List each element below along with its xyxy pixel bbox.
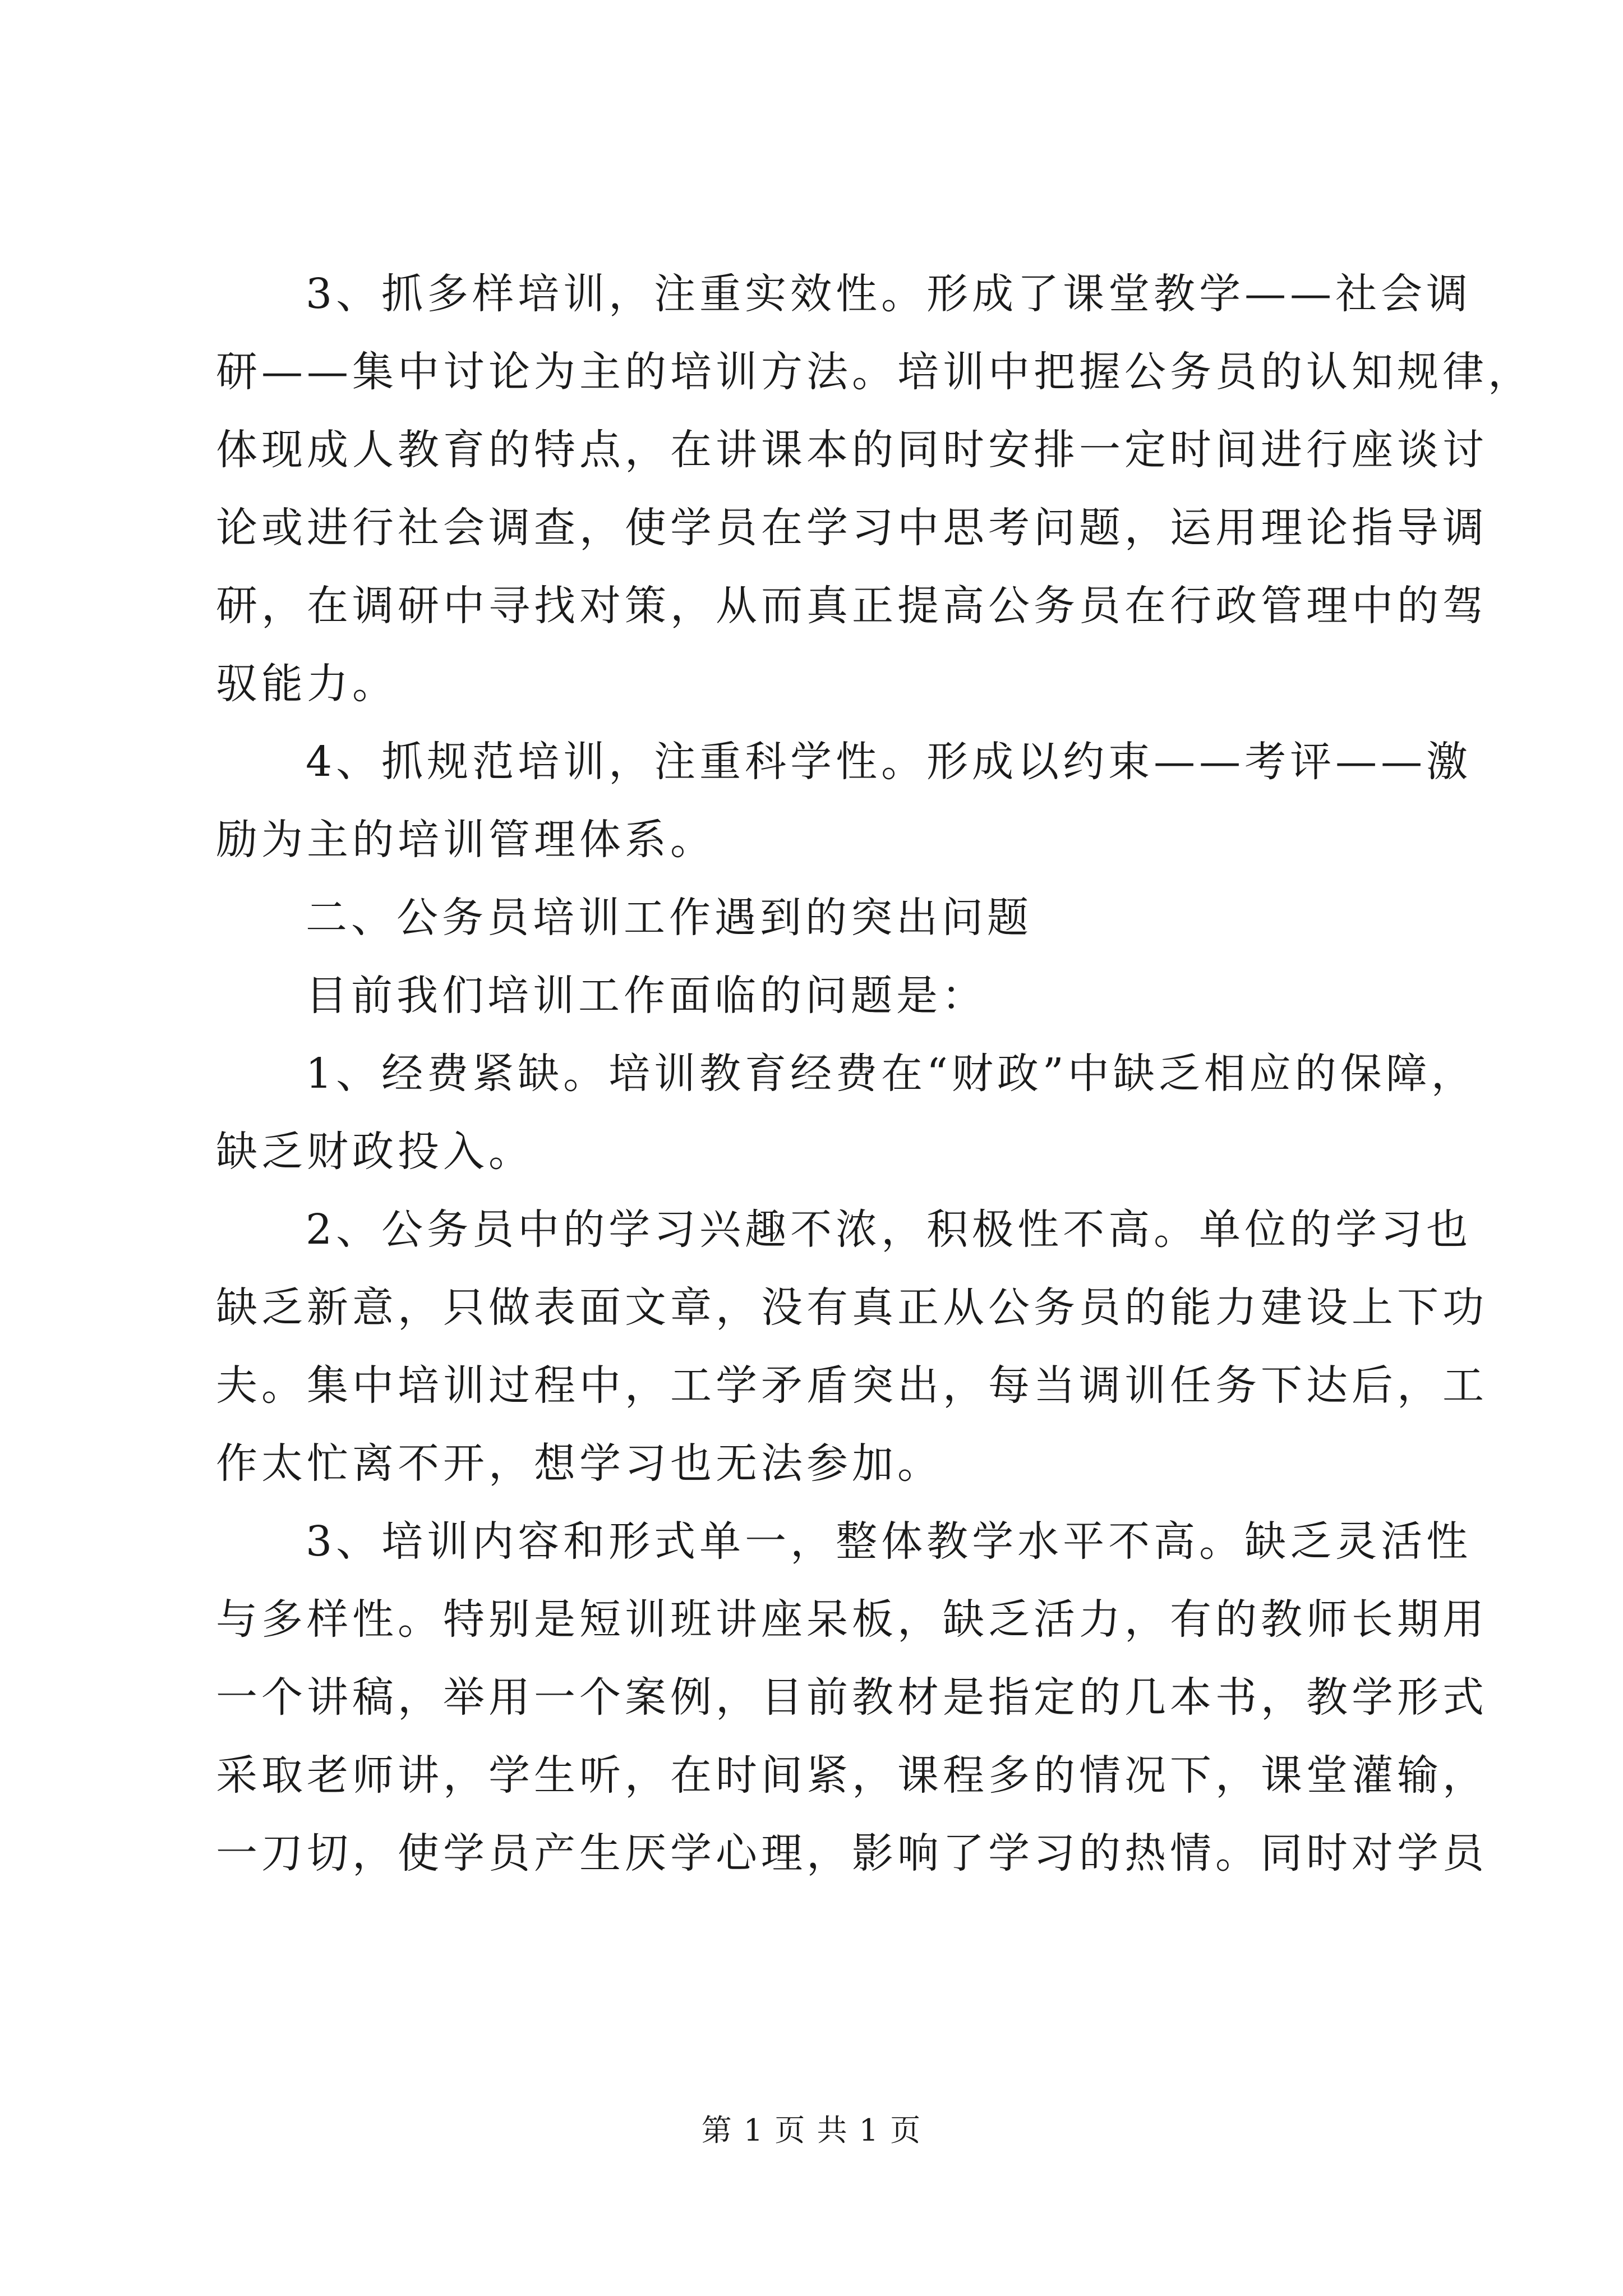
paragraph-item-4 — [216, 723, 1472, 879]
text-line: 作太忙离不开，想学习也无法参加。 — [216, 1439, 943, 1488]
text-line: 1、经费紧缺。培训教育经费在“财政”中缺乏相应的保障， — [306, 1050, 1477, 1098]
text-line: 体现成人教育的特点，在讲课本的同时安排一定时间进行座谈讨 — [216, 426, 1488, 474]
section-heading — [216, 879, 1438, 957]
paragraph-intro — [216, 957, 1438, 1035]
paragraph-item-3 — [216, 255, 1533, 723]
text-line: 与多样性。特别是短训班讲座呆板，缺乏活力，有的教师长期用 — [216, 1595, 1488, 1644]
text-line: 一刀切，使学员产生厌学心理，影响了学习的热情。同时对学员 — [216, 1829, 1488, 1878]
text-line: 采取老师讲，学生听，在时间紧，课程多的情况下，课堂灌输， — [216, 1751, 1488, 1800]
text-line: 夫。集中培训过程中，工学矛盾突出，每当调训任务下达后，工 — [216, 1361, 1488, 1410]
paragraph-problem-3 — [216, 1503, 1488, 1893]
text-line: 一个讲稿，举用一个案例，目前教材是指定的几本书，教学形式 — [216, 1673, 1488, 1722]
text-line: 驭能力。 — [216, 660, 398, 708]
text-line: 论或进行社会调查，使学员在学习中思考问题，运用理论指导调 — [216, 504, 1488, 552]
paragraph-problem-2 — [216, 1191, 1488, 1503]
text-line: 二、公务员培训工作遇到的突出问题 — [306, 894, 1032, 942]
text-line: 4、抓规范培训，注重科学性。形成以约束——考评——激 — [306, 738, 1472, 786]
text-line: 目前我们培训工作面临的问题是： — [306, 972, 987, 1020]
text-line: 3、培训内容和形式单一，整体教学水平不高。缺乏灵活性 — [306, 1517, 1472, 1566]
page-footer: 第 1 页 共 1 页 — [701, 2113, 922, 2148]
text-line: 研——集中讨论为主的培训方法。培训中把握公务员的认知规律， — [216, 348, 1533, 396]
text-line: 缺乏新意，只做表面文章，没有真正从公务员的能力建设上下功 — [216, 1283, 1488, 1332]
text-line: 励为主的培训管理体系。 — [216, 816, 716, 864]
text-line: 缺乏财政投入。 — [216, 1128, 534, 1176]
paragraph-problem-1 — [216, 1035, 1477, 1191]
text-line: 研，在调研中寻找对策，从而真正提高公务员在行政管理中的驾 — [216, 582, 1488, 630]
document-body — [216, 255, 1533, 1893]
text-line: 2、公务员中的学习兴趣不浓，积极性不高。单位的学习也 — [306, 1205, 1472, 1254]
text-line: 3、抓多样培训，注重实效性。形成了课堂教学——社会调 — [306, 270, 1472, 318]
